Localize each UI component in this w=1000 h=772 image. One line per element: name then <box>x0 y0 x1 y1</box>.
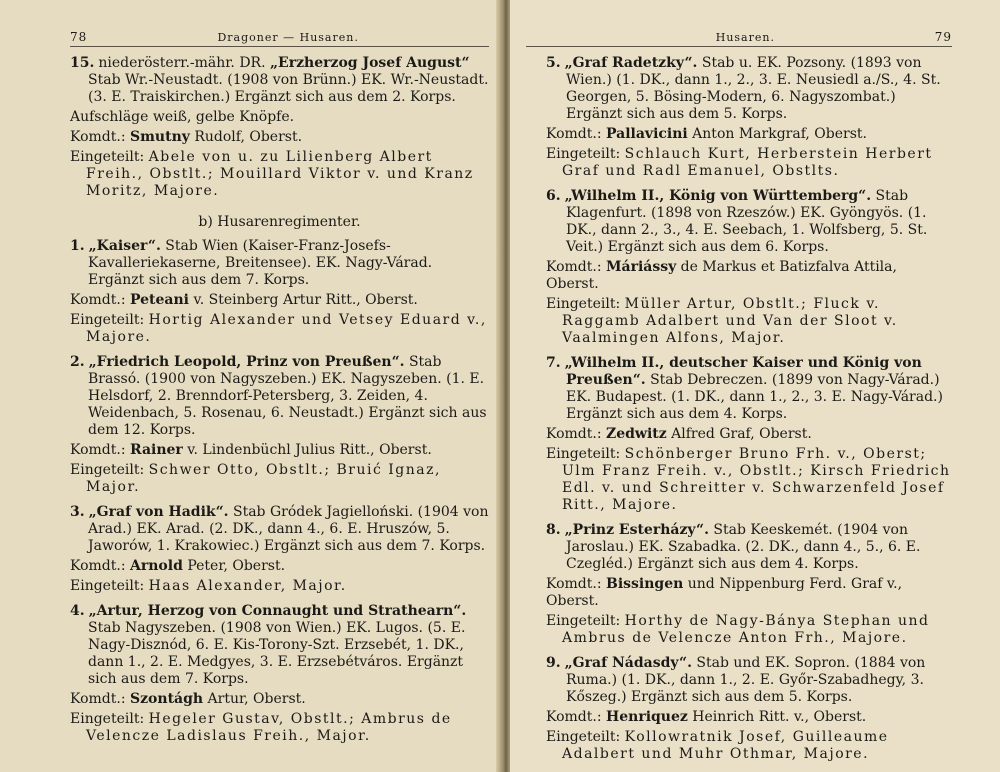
commander-label: Komdt.: <box>546 259 606 275</box>
entry-number: 15. <box>70 55 95 71</box>
commander-rest: v. Lindenbüchl Julius Ritt., Oberst. <box>182 442 432 458</box>
commander-line <box>546 259 952 293</box>
commander-name: Máriássy <box>606 259 677 275</box>
commander-rest: und Nippenburg Ferd. Graf v., Oberst. <box>546 576 903 609</box>
entry-details: Stab u. EK. Pozsony. (1893 von Wien.) (1. DK., dann 1., 2., 3. E. Neusiedl a./S., 4. St. Georgen, 5. Bösing-Modern, 6. Nagyszombat.) Ergänzt sich aus dem 5. Korps. <box>566 55 941 122</box>
entry-number: 2. <box>70 354 85 370</box>
commander-line <box>70 129 489 146</box>
entry-details: Stab Klagenfurt. (1898 von Rzeszów.) EK. Gyöngyös. (1. DK., dann 2., 3., 4. E. Seebach, 1. Wolfsberg, 5. St. Veit.) Ergänzt sich aus dem 6. Korps. <box>566 188 928 255</box>
assigned-line <box>70 462 489 496</box>
assigned-label: Eingeteilt: <box>546 729 625 745</box>
commander-name: Bissingen <box>606 576 684 592</box>
assigned-line <box>546 146 952 180</box>
regiment-entry <box>70 354 489 496</box>
assigned-line <box>70 578 489 595</box>
commander-name: Pallavicini <box>606 126 688 142</box>
assigned-text: Abele von u. zu Lilienberg Albert Freih., Obstlt.; Mouillard Viktor v. und Kranz Moritz, Majore. <box>86 149 474 199</box>
assigned-label: Eingeteilt: <box>546 613 625 629</box>
right-page-number: 79 <box>934 30 952 44</box>
commander-line <box>70 691 489 708</box>
assigned-label: Eingeteilt: <box>546 296 625 312</box>
assigned-text: Haas Alexander, Major. <box>148 578 347 594</box>
commander-line <box>546 576 952 610</box>
regiment-name: „Graf von Hadik“. <box>88 504 229 520</box>
assigned-text: Kollowratnik Josef, Guilleaume Adalbert und Muhr Othmar, Majore. <box>562 729 889 762</box>
assigned-text: Hortig Alexander und Vetsey Eduard v., Majore. <box>86 312 487 345</box>
regiment-name: „Wilhelm II., König von Württemberg“. <box>564 188 872 204</box>
entry-details: Stab Brassó. (1900 von Nagyszeben.) EK. Nagyszeben. (1. E. Helsdorf, 2. Brenndorf-Petersberg, 3. Zeiden, 4. Weidenbach, 5. Rosenau, 6. Neustadt.) Ergänzt sich aus dem 12. Korps. <box>88 354 487 438</box>
entry-details: Stab Keeskemét. (1904 von Jaroslau.) EK. Szabadka. (2. DK., dann 4., 5., 6. E. Czegléd.) Ergänzt sich aus dem 4. Korps. <box>566 522 921 572</box>
assigned-label: Eingeteilt: <box>70 578 149 594</box>
commander-rest: Alfred Graf, Oberst. <box>666 426 812 442</box>
commander-name: Peteani <box>130 292 190 308</box>
entry-number: 8. <box>546 522 561 538</box>
commander-label: Komdt.: <box>70 292 130 308</box>
commander-rest: v. Steinberg Artur Ritt., Oberst. <box>189 292 418 308</box>
regiment-entry <box>526 655 952 763</box>
commander-line <box>546 426 952 443</box>
commander-line <box>546 709 952 726</box>
commander-name: Henriquez <box>606 709 688 725</box>
entry-details: Stab Wr.-Neustadt. (1908 von Brünn.) EK. Wr.-Neustadt. (3. E. Traiskirchen.) Ergänzt sich aus dem 2. Korps. <box>88 72 489 105</box>
commander-label: Komdt.: <box>546 126 606 142</box>
commander-label: Komdt.: <box>70 691 130 707</box>
regiment-name: „Graf Radetzky“. <box>564 55 698 71</box>
assigned-text: Schwer Otto, Obstlt.; Bruić Ignaz, Major. <box>86 462 441 495</box>
regiment-entry <box>526 355 952 514</box>
commander-rest: de Markus et Batizfalva Attila, Oberst. <box>546 259 897 292</box>
assigned-line <box>70 711 489 745</box>
entry-number: 7. <box>546 355 561 371</box>
regiment-name: „Erzherzog Josef August“ <box>270 55 470 71</box>
entry-number: 3. <box>70 504 85 520</box>
commander-line <box>70 292 489 309</box>
entry-details: Stab und EK. Sopron. (1884 von Ruma.) (1. DK., dann 1., 2. E. Győr-Szabadhegy, 3. Kőszeg.) Ergänzt sich aus dem 5. Korps. <box>566 655 926 705</box>
assigned-line <box>546 613 952 647</box>
regiment-name: „Friedrich Leopold, Prinz von Preußen“. <box>88 354 405 370</box>
assigned-text: Schönberger Bruno Frh. v., Oberst; Ulm Franz Freih. v., Obstlt.; Kirsch Friedrich Edl. v. und Schreitter v. Schwarzenfeld Josef Ritt., Majore. <box>562 446 951 513</box>
commander-label: Komdt.: <box>70 558 130 574</box>
regiment-entry <box>70 504 489 595</box>
commander-label: Komdt.: <box>546 709 606 725</box>
entry-number: 6. <box>546 188 561 204</box>
left-head-title: Dragoner — Husaren. <box>217 31 359 44</box>
assigned-label: Eingeteilt: <box>546 446 625 462</box>
commander-rest: Rudolf, Oberst. <box>189 129 303 145</box>
entry-details: Stab Debreczen. (1899 von Nagy-Várad.) EK. Budapest. (1. DK., dann 1., 2., 3. E. Nagy-Várad.) Ergänzt sich aus dem 4. Korps. <box>566 372 943 422</box>
assigned-text: Hegeler Gustav, Obstlt.; Ambrus de Velencze Ladislaus Freih., Major. <box>86 711 452 744</box>
commander-rest: Peter, Oberst. <box>182 558 286 574</box>
entry-number: 1. <box>70 238 85 254</box>
assigned-label: Eingeteilt: <box>70 149 149 165</box>
commander-line <box>70 442 489 459</box>
regiment-name: „Wilhelm II., deutscher Kaiser und König von Preußen“. <box>564 355 922 388</box>
commander-name: Rainer <box>130 442 183 458</box>
assigned-text: Horthy de Nagy-Bánya Stephan und Ambrus de Velencze Anton Frh., Majore. <box>562 613 930 646</box>
entry-details: Stab Gródek Jagielloński. (1904 von Arad.) EK. Arad. (2. DK., dann 4., 6. E. Hruszów, 5. Jaworów, 1. Krakowiec.) Ergänzt sich aus dem 7. Korps. <box>88 504 489 554</box>
left-running-head <box>70 8 489 47</box>
entry-number: 5. <box>546 55 561 71</box>
entry-extra: Aufschläge weiß, gelbe Knöpfe. <box>70 109 295 125</box>
commander-rest: Artur, Oberst. <box>203 691 306 707</box>
regiment-entry <box>70 238 489 346</box>
commander-rest: Anton Markgraf, Oberst. <box>687 126 867 142</box>
assigned-label: Eingeteilt: <box>70 711 149 727</box>
assigned-line <box>546 446 952 514</box>
commander-line <box>70 558 489 575</box>
left-page-number: 78 <box>70 30 88 44</box>
assigned-line <box>546 296 952 347</box>
regiment-entry <box>70 55 489 200</box>
entry-lead: niederösterr.-mähr. DR. <box>98 55 270 71</box>
entry-number: 4. <box>70 603 85 619</box>
commander-line <box>546 126 952 143</box>
regiment-name: „Graf Nádasdy“. <box>564 655 692 671</box>
assigned-line <box>70 149 489 200</box>
assigned-line <box>70 312 489 346</box>
right-head-title: Husaren. <box>715 31 775 44</box>
commander-label: Komdt.: <box>546 426 606 442</box>
entry-details: Stab Nagyszeben. (1908 von Wien.) EK. Lugos. (5. E. Nagy-Disznód, 6. E. Kis-Torony-Szt. Erzsebét, 1. DK., dann 1., 2. E. Medgyes, 3. E. Erzsebétváros. Ergänzt sich aus dem 7. Korps. <box>88 620 466 687</box>
commander-label: Komdt.: <box>70 129 130 145</box>
regiment-entry <box>70 603 489 745</box>
section-heading: b) Husarenregimenter. <box>198 214 361 230</box>
assigned-text: Müller Artur, Obstlt.; Fluck v. Raggamb Adalbert und Van der Sloot v. Vaalmingen Alfons, Major. <box>562 296 898 346</box>
commander-name: Arnold <box>130 558 183 574</box>
commander-label: Komdt.: <box>70 442 130 458</box>
assigned-label: Eingeteilt: <box>70 312 149 328</box>
commander-name: Zedwitz <box>606 426 667 442</box>
right-page <box>510 0 1000 772</box>
regiment-name: „Artur, Herzog von Connaught und Strathearn“. <box>88 603 467 619</box>
regiment-name: „Prinz Esterházy“. <box>564 522 709 538</box>
assigned-line <box>546 729 952 763</box>
regiment-entry <box>526 522 952 647</box>
right-running-head <box>526 8 952 47</box>
regiment-entry <box>526 55 952 180</box>
entry-number: 9. <box>546 655 561 671</box>
assigned-text: Schlauch Kurt, Herberstein Herbert Graf und Radl Emanuel, Obstlts. <box>562 146 933 179</box>
commander-name: Smutny <box>130 129 190 145</box>
regiment-name: „Kaiser“. <box>88 238 161 254</box>
assigned-label: Eingeteilt: <box>546 146 625 162</box>
commander-name: Szontágh <box>130 691 204 707</box>
entry-details: Stab Wien (Kaiser-Franz-Josefs-Kavalleriekaserne, Breitensee). EK. Nagy-Várad. Ergänzt sich aus dem 7. Korps. <box>88 238 433 288</box>
assigned-label: Eingeteilt: <box>70 462 149 478</box>
regiment-entry <box>526 188 952 347</box>
commander-rest: Heinrich Ritt. v., Oberst. <box>687 709 867 725</box>
commander-label: Komdt.: <box>546 576 606 592</box>
